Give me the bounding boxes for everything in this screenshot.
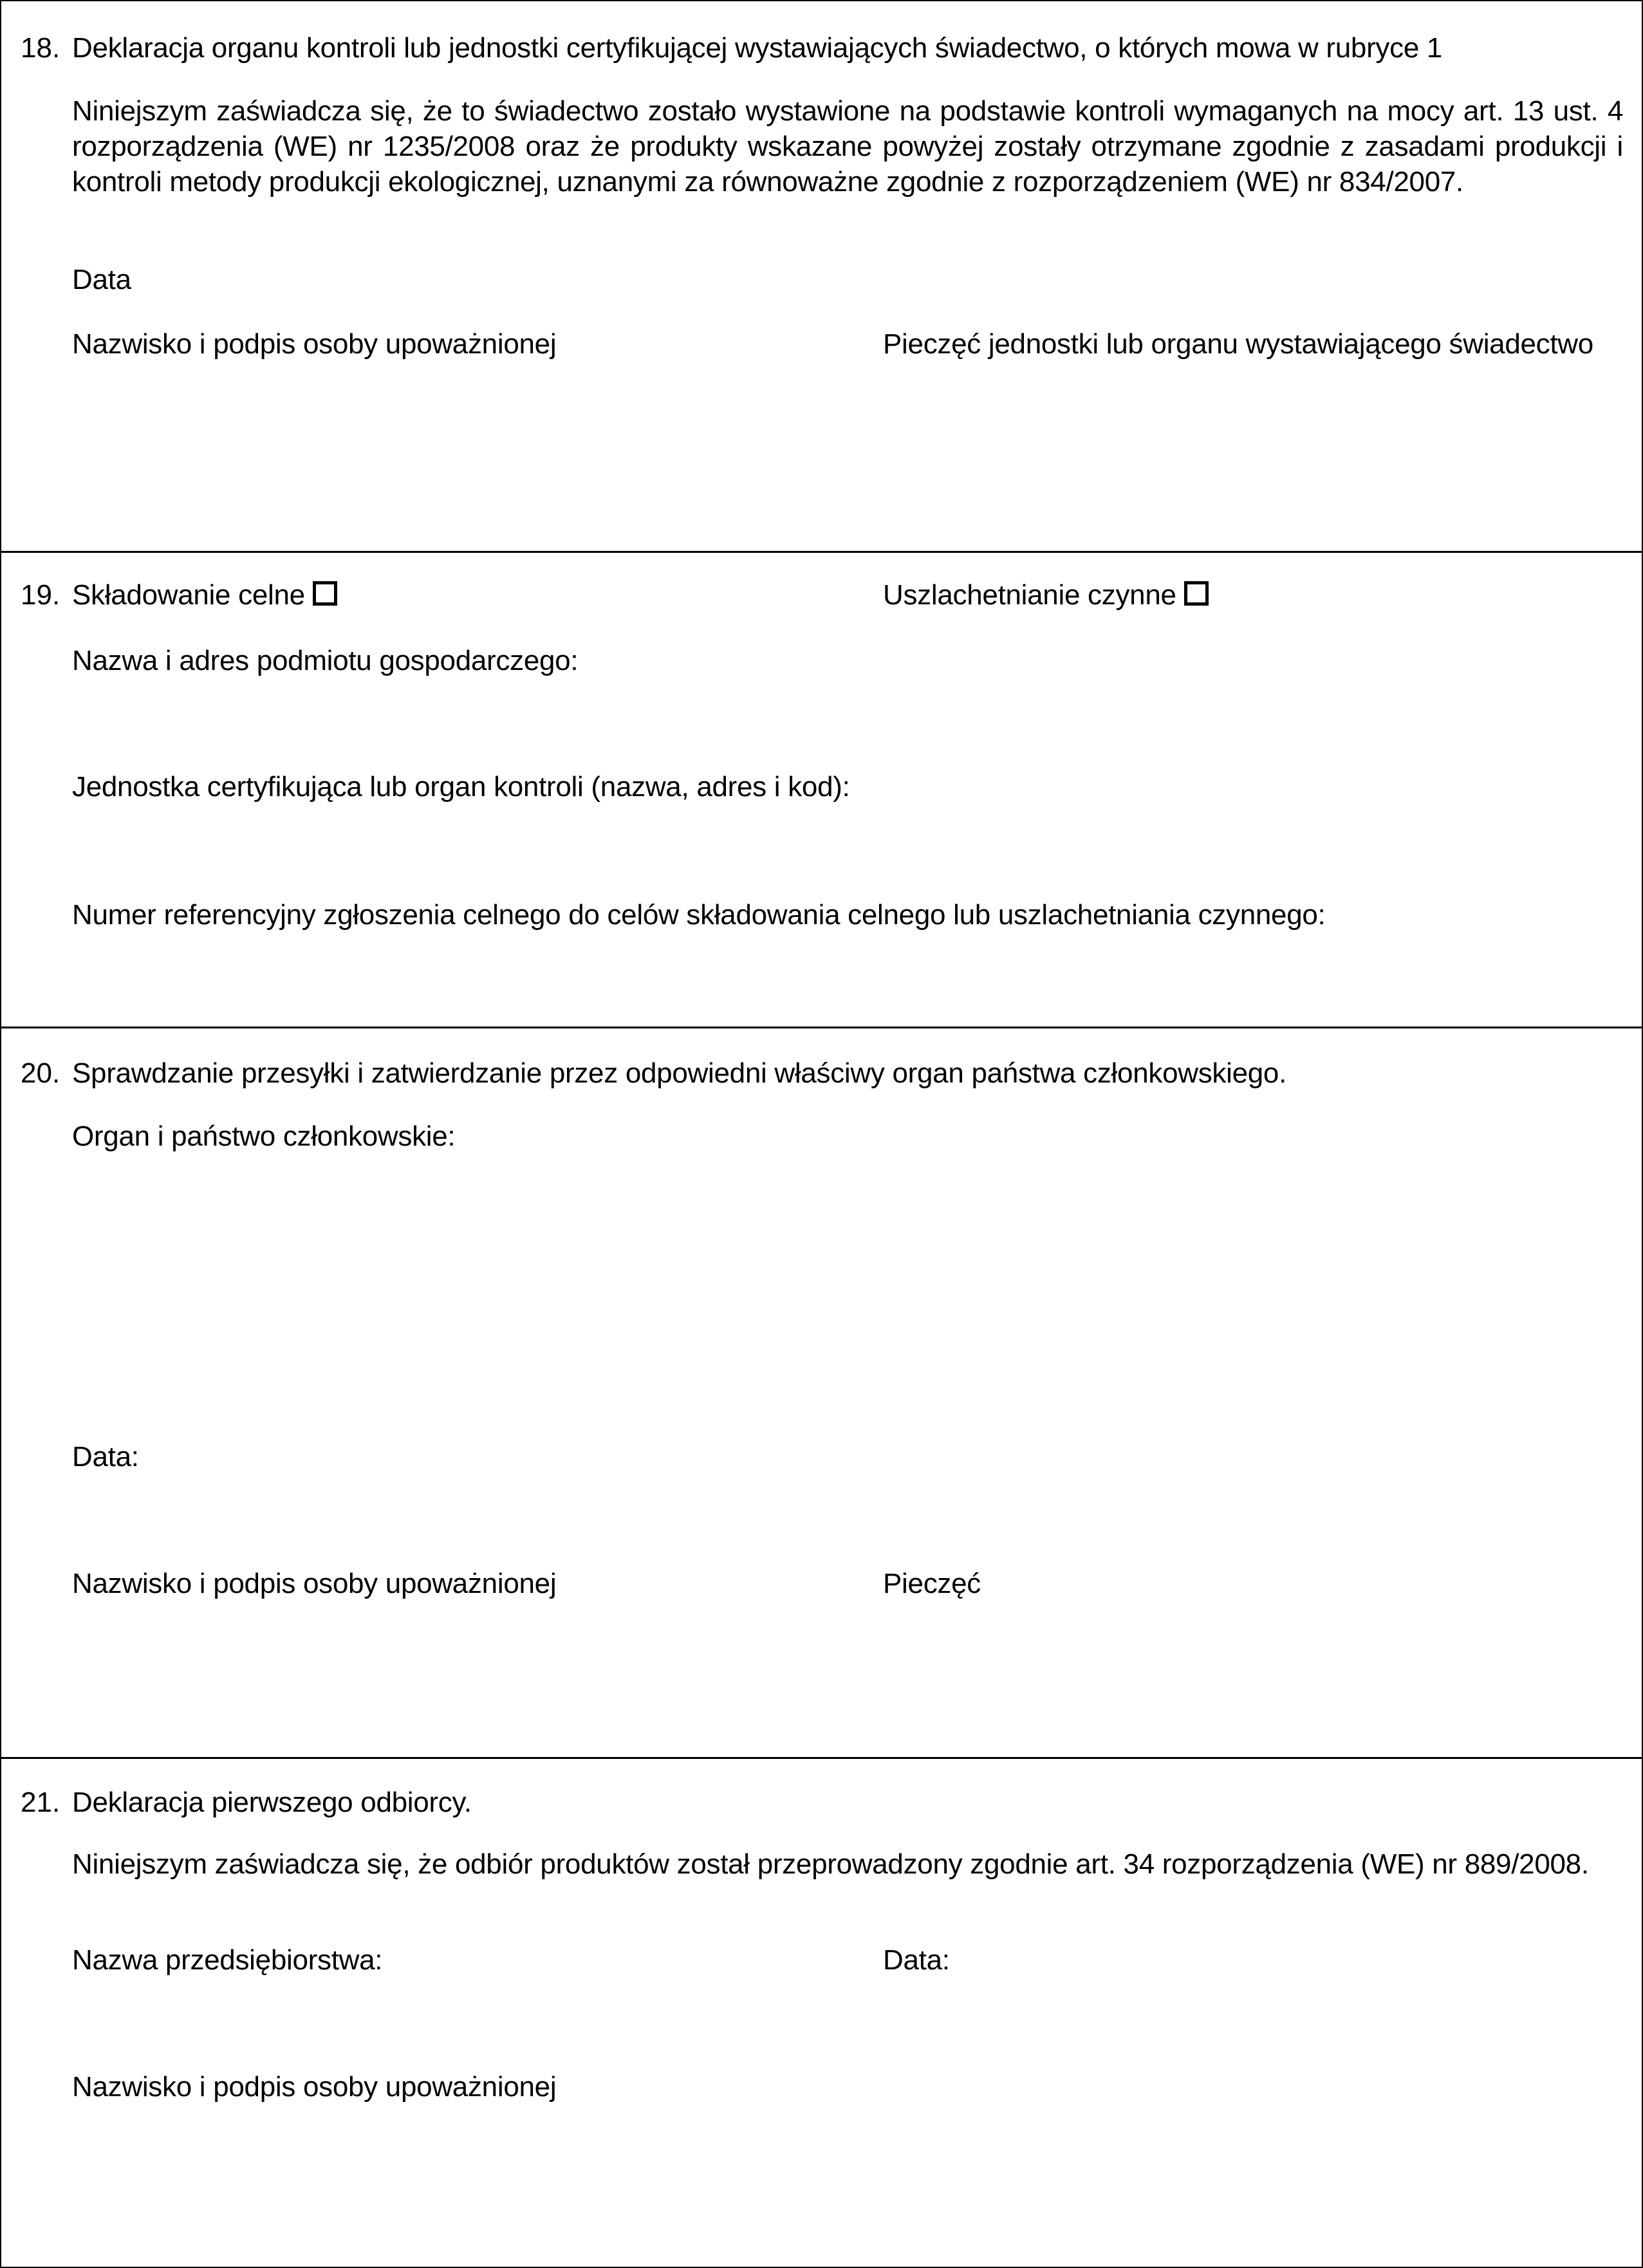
section-21 [1, 1759, 1642, 2267]
signature-label: Nazwisko i podpis osoby upoważnionej [72, 328, 557, 360]
operator-name-address-label: Nazwa i adres podmiotu gospodarczego: [72, 645, 579, 676]
section-title: Deklaracja organu kontroli lub jednostki certyfikującej wystawiających świadectwo, o których mowa w rubryce 1 [72, 32, 1443, 64]
date-label: Data: [72, 1441, 139, 1473]
section-19 [1, 553, 1642, 1028]
section-number: 19. [21, 579, 60, 611]
inward-processing-checkbox[interactable] [1184, 581, 1209, 606]
declaration-text: Niniejszym zaświadcza się, że odbiór produktów został przeprowadzony zgodnie art. 34 rozporządzenia (WE) nr 889/2008. [72, 1848, 1589, 1880]
customs-reference-label: Numer referencyjny zgłoszenia celnego do celów składowania celnego lub uszlachetniania czynnego: [72, 899, 1326, 931]
section-title: Sprawdzanie przesyłki i zatwierdzanie przez odpowiedni właściwy organ państwa członkowskiego. [72, 1057, 1287, 1089]
date-label: Data [72, 264, 131, 295]
section-title: Deklaracja pierwszego odbiorcy. [72, 1787, 472, 1818]
stamp-label: Pieczęć jednostki lub organu wystawiającego świadectwo [883, 328, 1593, 360]
signature-label: Nazwisko i podpis osoby upoważnionej [72, 2071, 557, 2103]
stamp-label: Pieczęć [883, 1568, 981, 1599]
section-number: 21. [21, 1787, 60, 1818]
section-20 [1, 1028, 1642, 1759]
customs-warehousing-option[interactable] [72, 577, 337, 613]
company-name-label: Nazwa przedsiębiorstwa: [72, 1944, 383, 1976]
signature-label: Nazwisko i podpis osoby upoważnionej [72, 1568, 557, 1599]
inward-processing-option[interactable] [883, 577, 1209, 613]
customs-warehousing-checkbox[interactable] [313, 581, 337, 606]
section-number: 20. [21, 1057, 60, 1089]
section-number: 18. [21, 32, 60, 64]
inward-processing-label: Uszlachetnianie czynne [883, 579, 1176, 611]
date-label: Data: [883, 1944, 950, 1976]
certification-body-label: Jednostka certyfikująca lub organ kontroli (nazwa, adres i kod): [72, 771, 850, 803]
section-18 [1, 1, 1642, 553]
authority-member-state-label: Organ i państwo członkowskie: [72, 1120, 456, 1152]
declaration-text: Niniejszym zaświadcza się, że to świadectwo zostało wystawione na podstawie kontroli wymaganych na mocy art. 13 ust. 4 rozporządzenia (WE) nr 1235/2008 oraz że produkty wskazane powyżej zostały otrzymane zgodnie z zasadami produkcji i kontroli metody produkcji ekologicznej, uznanymi za równoważne zgodnie z rozporządzeniem (WE) nr 834/2007. [72, 95, 1623, 198]
customs-warehousing-label: Składowanie celne [72, 579, 305, 611]
